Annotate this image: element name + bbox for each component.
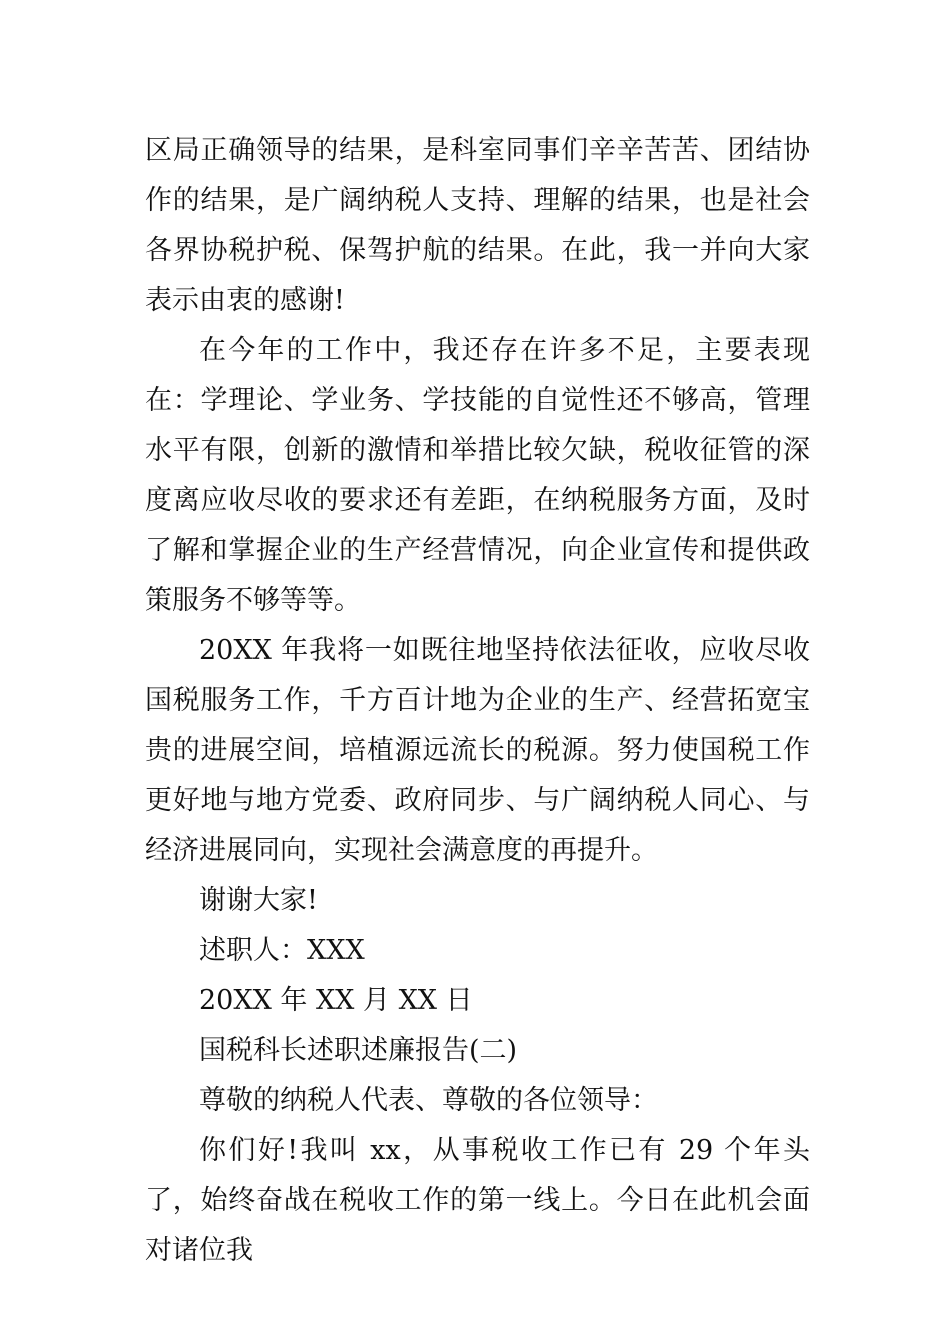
paragraph-shortcomings: 在今年的工作中，我还存在许多不足，主要表现在：学理论、学业务、学技能的自觉性还不够高，管理水平有限，创新的激情和举措比较欠缺，税收征管的深度离应收尽收的要求还有差距，在纳税服务方面，及时了解和掌握企业的生产经营情况，向企业宣传和提供政策服务不够等等。 <box>145 335 810 616</box>
paragraph-plans: 20XX 年我将一如既往地坚持依法征收，应收尽收国税服务工作，千方百计地为企业的生产、经营拓宽宝贵的进展空间，培植源远流长的税源。努力使国税工作更好地与地方党委、政府同步、与广阔纳税人同心、与经济进展同向，实现社会满意度的再提升。 <box>145 635 810 866</box>
document-page <box>145 126 810 1276</box>
signer-line: 述职人：XXX <box>199 935 365 966</box>
section-title: 国税科长述职述廉报告(二) <box>199 1035 518 1066</box>
closing-thanks: 谢谢大家! <box>199 885 318 916</box>
paragraph-intro: 你们好!我叫 xx，从事税收工作已有 29 个年头了，始终奋战在税收工作的第一线上。今日在此机会面对诸位我 <box>145 1135 810 1266</box>
salutation: 尊敬的纳税人代表、尊敬的各位领导： <box>199 1085 658 1116</box>
date-line: 20XX 年 XX 月 XX 日 <box>199 985 473 1016</box>
paragraph-acknowledgement: 区局正确领导的结果，是科室同事们辛辛苦苦、团结协作的结果，是广阔纳税人支持、理解的结果，也是社会各界协税护税、保驾护航的结果。在此，我一并向大家表示由衷的感谢! <box>145 135 810 316</box>
